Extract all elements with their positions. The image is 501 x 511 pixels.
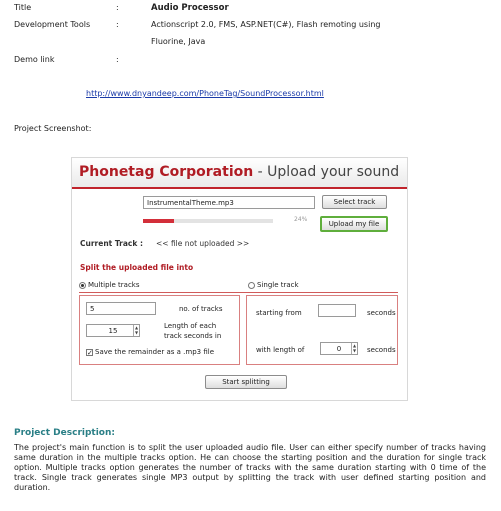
starting-from-label: starting from bbox=[256, 309, 302, 317]
num-tracks-label: no. of tracks bbox=[179, 305, 223, 313]
brand-subtitle: - Upload your sound bbox=[253, 164, 400, 180]
mode-divider bbox=[79, 292, 398, 293]
single-track-radio[interactable] bbox=[248, 282, 255, 289]
header-divider bbox=[72, 187, 407, 189]
upload-button[interactable]: Upload my file bbox=[320, 216, 388, 232]
upload-progress-bar bbox=[143, 219, 273, 223]
select-track-button[interactable]: Select track bbox=[322, 195, 387, 209]
multiple-tracks-label: Multiple tracks bbox=[88, 281, 140, 289]
title-colon: : bbox=[116, 3, 119, 12]
track-length-label-line1: Length of each bbox=[164, 322, 217, 330]
current-track-value: << file not uploaded >> bbox=[156, 239, 250, 248]
description-text: The project's main function is to split the user uploaded audio file. User can either specify number of tracks having same duration in the multiple tracks option. He can choose the starting position and the duration for single track option. Multiple tracks option generates the number of tracks with the same duration starting with 0 time of the track. Single track generates single MP3 output by splitting the track with user defined starting position and duration. bbox=[14, 443, 486, 492]
tools-label: Development Tools bbox=[14, 20, 91, 29]
app-header bbox=[72, 158, 407, 188]
single-track-label: Single track bbox=[257, 281, 299, 289]
current-track-label: Current Track : bbox=[80, 239, 143, 248]
starting-from-seconds: seconds bbox=[367, 309, 396, 317]
tools-value-line1: Actionscript 2.0, FMS, ASP.NET(C#), Flash remoting using bbox=[151, 20, 381, 29]
demo-label: Demo link bbox=[14, 55, 55, 64]
track-length-stepper[interactable]: 15 bbox=[86, 324, 140, 337]
track-length-spin-icon[interactable]: ▲ ▼ bbox=[134, 325, 139, 335]
demo-colon: : bbox=[116, 55, 119, 64]
with-length-label: with length of bbox=[256, 346, 305, 354]
upload-progress-text: 24% bbox=[294, 216, 308, 223]
app-brand bbox=[79, 164, 399, 180]
save-remainder-checkbox[interactable]: ✓ bbox=[87, 349, 93, 357]
with-length-stepper[interactable]: 0 bbox=[320, 342, 358, 355]
brand-name: Phonetag Corporation bbox=[79, 164, 254, 180]
title-label: Title bbox=[14, 3, 32, 12]
title-value: Audio Processor bbox=[151, 3, 229, 13]
project-screenshot bbox=[71, 157, 408, 401]
multiple-tracks-radio[interactable] bbox=[79, 282, 86, 289]
with-length-seconds: seconds bbox=[367, 346, 396, 354]
file-field[interactable]: InstrumentalTheme.mp3 bbox=[143, 196, 315, 209]
description-heading: Project Description: bbox=[14, 428, 115, 438]
screenshot-label: Project Screenshot: bbox=[14, 124, 92, 133]
tools-value-line2: Fluorine, Java bbox=[151, 37, 206, 46]
starting-from-input[interactable] bbox=[318, 304, 356, 317]
upload-progress-fill bbox=[143, 219, 174, 223]
num-tracks-input[interactable]: 5 bbox=[86, 302, 156, 315]
save-remainder-label: Save the remainder as a .mp3 file bbox=[95, 348, 214, 356]
track-length-label-line2: track seconds in bbox=[164, 332, 222, 340]
start-splitting-button[interactable]: Start splitting bbox=[205, 375, 287, 389]
split-heading: Split the uploaded file into bbox=[80, 263, 194, 272]
with-length-spin-icon[interactable]: ▲ ▼ bbox=[352, 343, 357, 353]
demo-link[interactable]: http://www.dnyandeep.com/PhoneTag/SoundProcessor.html bbox=[86, 89, 324, 98]
tools-colon: : bbox=[116, 20, 119, 29]
